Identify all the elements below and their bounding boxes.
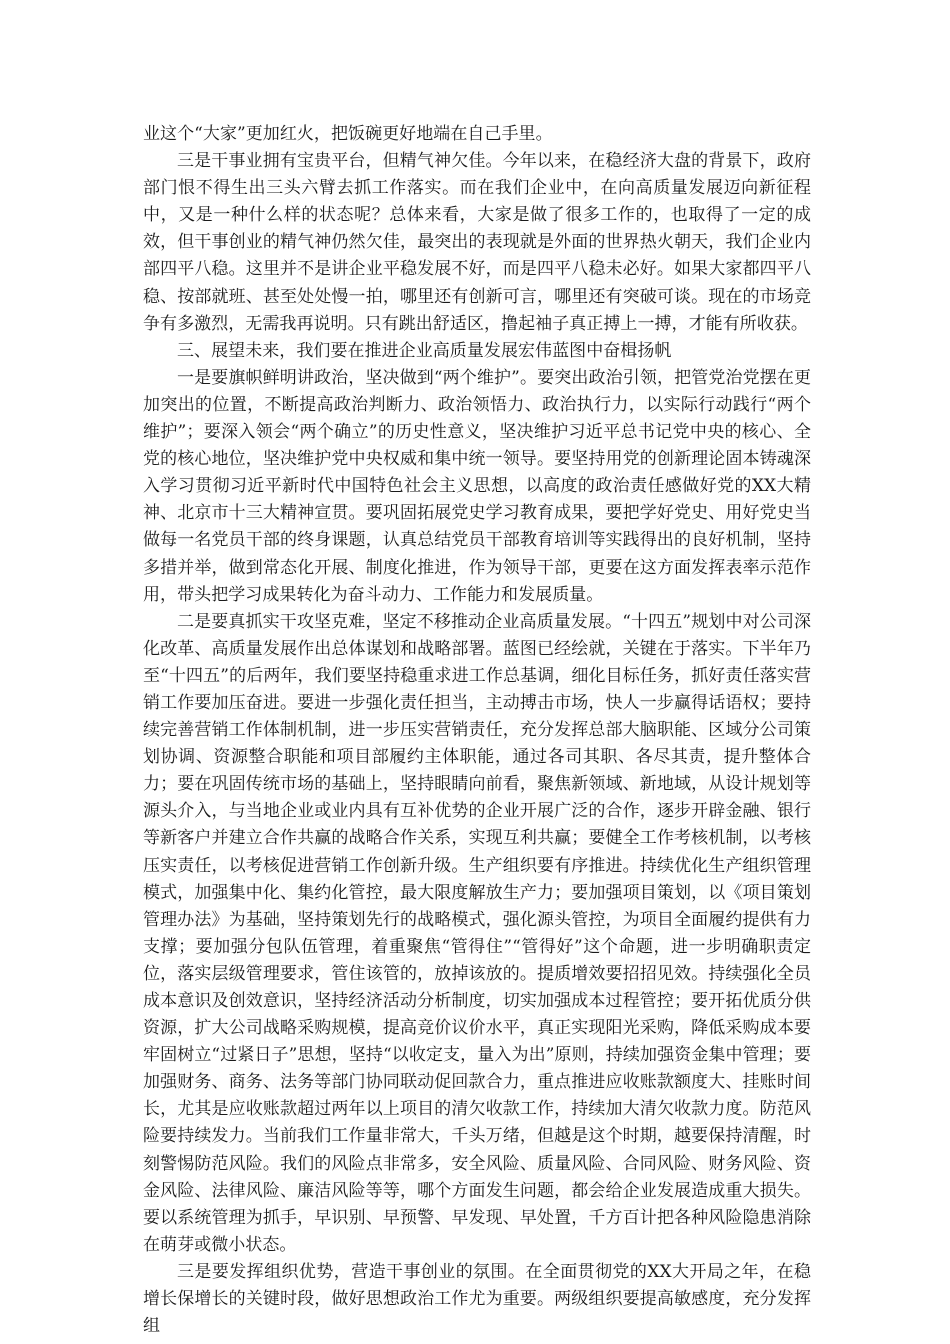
document-page <box>143 121 811 1340</box>
paragraph-4: 一是要旗帜鲜明讲政治，坚决做到“两个维护”。要突出政治引领，把管党治党摆在更加突出的位置，不断提高政治判断力、政治领悟力、政治执行力，以实际行动践行“两个维护”；要深入领会“两个确立”的历史性意义，坚决维护习近平总书记党中央的核心、全党的核心地位，坚决维护党中央权威和集中统一领导。要坚持用党的创新理论固本铸魂深入学习贯彻习近平新时代中国特色社会主义思想，以高度的政治责任感做好党的XX大精神、北京市十三大精神宣贯。要巩固拓展党史学习教育成果，要把学好党史、用好党史当做每一名党员干部的终身课题，认真总结党员干部教育培训等实践得出的良好机制，坚持多措并举，做到常态化开展、制度化推进，作为领导干部，更要在这方面发挥表率示范作用，带头把学习成果转化为奋斗动力、工作能力和发展质量。 <box>143 367 811 605</box>
paragraph-2: 三是干事业拥有宝贵平台，但精气神欠佳。今年以来，在稳经济大盘的背景下，政府部门恨不得生出三头六臂去抓工作落实。而在我们企业中，在向高质量发展迈向新征程中，又是一种什么样的状态呢？总体来看，大家是做了很多工作的，也取得了一定的成效，但干事创业的精气神仍然欠佳，最突出的表现就是外面的世界热火朝天，我们企业内部四平八稳。这里并不是讲企业平稳发展不好，而是四平八稳未必好。如果大家都四平八稳、按部就班、甚至处处慢一拍，哪里还有创新可言，哪里还有突破可谈。现在的市场竞争有多激烈，无需我再说明。只有跳出舒适区，撸起袖子真正搏上一搏，才能有所收获。 <box>143 151 811 334</box>
section-heading-3: 三、展望未来，我们要在推进企业高质量发展宏伟蓝图中奋楫扬帆 <box>177 340 672 361</box>
paragraph-5: 二是要真抓实干攻坚克难，坚定不移推动企业高质量发展。“十四五”规划中对公司深化改革、高质量发展作出总体谋划和战略部署。蓝图已经绘就，关键在于落实。下半年乃至“十四五”的后两年，我们要坚持稳重求进工作总基调，细化目标任务，抓好责任落实营销工作要加压奋进。要进一步强化责任担当，主动搏击市场，快人一步赢得话语权；要持续完善营销工作体制机制，进一步压实营销责任，充分发挥总部大脑职能、区域分公司策划协调、资源整合职能和项目部履约主体职能，通过各司其职、各尽其责，提升整体合力；要在巩固传统市场的基础上，坚持眼睛向前看，聚焦新领域、新地域，从设计规划等源头介入，与当地企业或业内具有互补优势的企业开展广泛的合作，逐步开辟金融、银行等新客户并建立合作共赢的战略合作关系，实现互利共赢；要健全工作考核机制，以考核压实责任，以考核促进营销工作创新升级。生产组织要有序推进。持续优化生产组织管理模式，加强集中化、集约化管控，最大限度解放生产力；要加强项目策划，以《项目策划管理办法》为基础，坚持策划先行的战略模式，强化源头管控，为项目全面履约提供有力支撑；要加强分包队伍管理，着重聚焦“管得住”“管得好”这个命题，进一步明确职责定位，落实层级管理要求，管住该管的，放掉该放的。提质增效要招招见效。持续强化全员成本意识及创效意识，坚持经济活动分析制度，切实加强成本过程管控；要开拓优质分供资源，扩大公司战略采购规模，提高竞价议价水平，真正实现阳光采购，降低采购成本要牢固树立“过紧日子”思想，坚持“以收定支，量入为出”原则，持续加强资金集中管理；要加强财务、商务、法务等部门协同联动促回款合力，重点推进应收账款额度大、挂账时间长，尤其是应收账款超过两年以上项目的清欠收款工作，持续加大清欠收款力度。防范风险要持续发力。当前我们工作量非常大，千头万绪，但越是这个时期，越要保持清醒，时刻警惕防范风险。我们的风险点非常多，安全风险、质量风险、合同风险、财务风险、资金风险、法律风险、廉洁风险等等，哪个方面发生问题，都会给企业发展造成重大损失。要以系统管理为抓手，早识别、早预警、早发现、早处置，千方百计把各种风险隐患消除在萌芽或微小状态。 <box>143 611 811 1255</box>
paragraph-6: 三是要发挥组织优势，营造干事创业的氛围。在全面贯彻党的XX大开局之年，在稳增长保增长的关键时段，做好思想政治工作尤为重要。两级组织要提高敏感度，充分发挥组 <box>143 1261 811 1337</box>
paragraph-1: 业这个“大家”更加红火，把饭碗更好地端在自己手里。 <box>143 124 553 144</box>
